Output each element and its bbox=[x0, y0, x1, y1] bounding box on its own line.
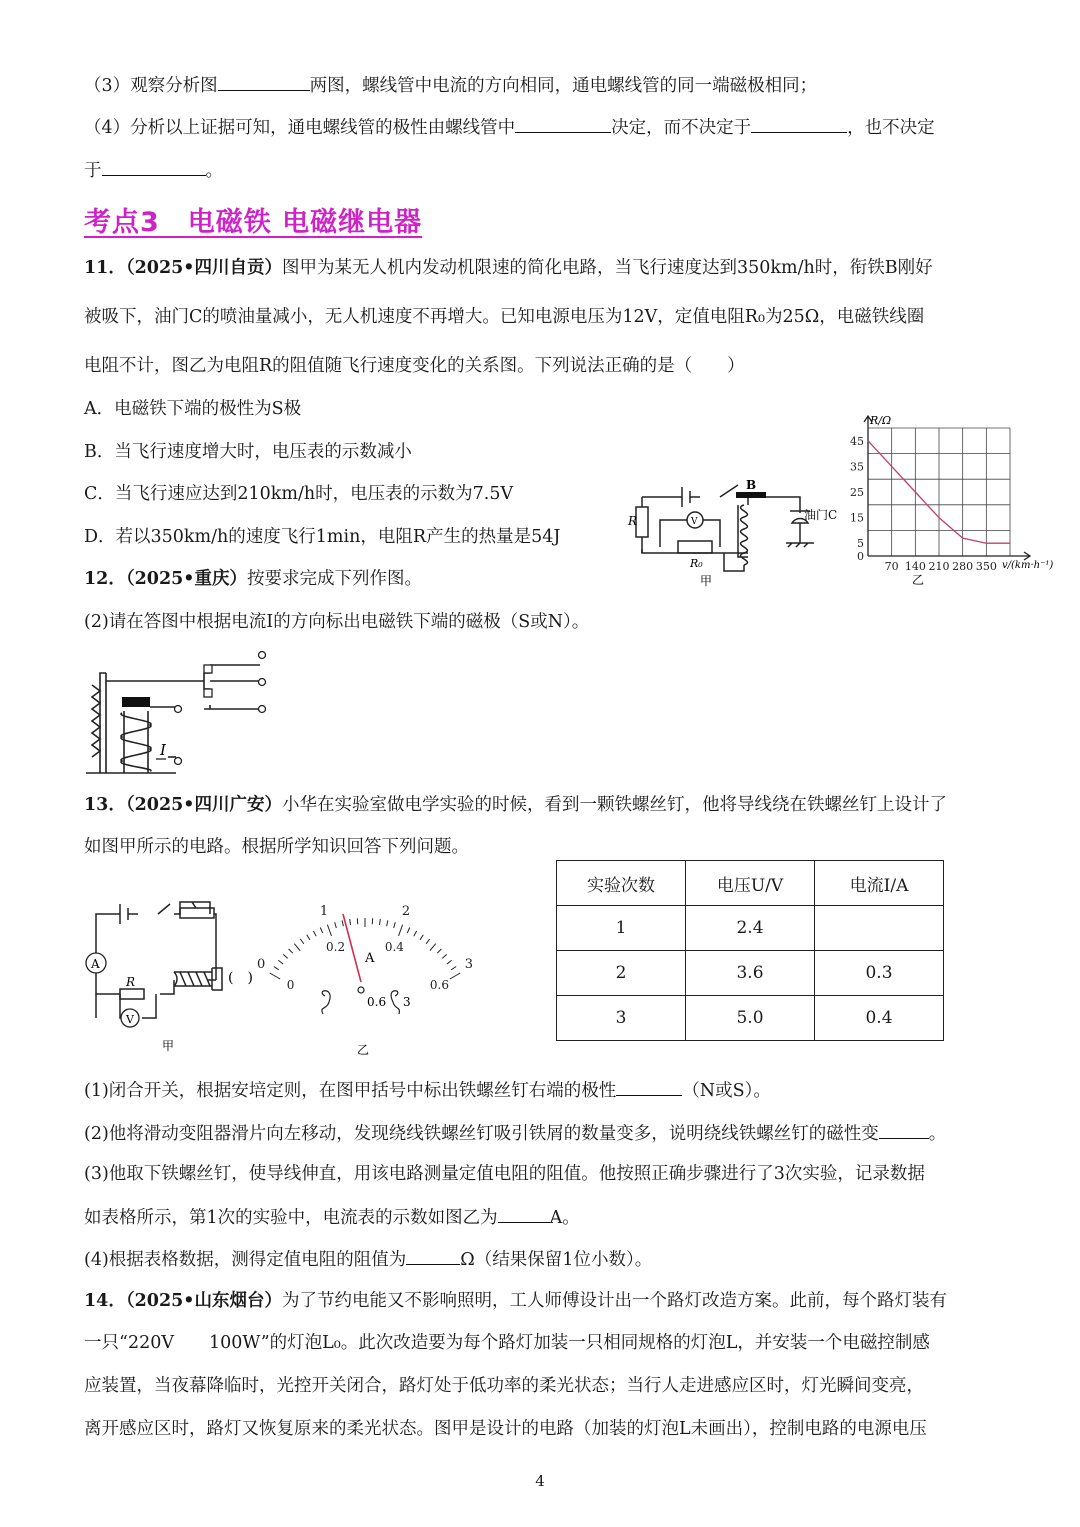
scale-bottom-label: 0.2 bbox=[326, 940, 346, 955]
answer-blank[interactable] bbox=[515, 114, 611, 133]
q11-r-v-chart bbox=[842, 408, 1052, 588]
resistor-r bbox=[120, 989, 144, 999]
dial-tick bbox=[414, 931, 417, 936]
terminal-3: 3 bbox=[403, 995, 411, 1009]
q13-data-table bbox=[556, 860, 944, 1041]
q13-circuit-diagram bbox=[82, 872, 282, 1052]
q14-line2: 一只“220V 100W”的灯泡L₀。此次改造要为每个路灯加装一只相同规格的灯泡L，并安装一个电磁控制感 bbox=[84, 1333, 930, 1353]
armature-lever bbox=[750, 497, 810, 513]
dial-tick bbox=[342, 920, 343, 926]
dial-tick bbox=[283, 954, 287, 958]
y-tick-label: 0 bbox=[857, 550, 864, 563]
table-header: 实验次数 bbox=[557, 861, 686, 906]
answer-blank[interactable] bbox=[616, 1077, 682, 1096]
dial-tick bbox=[426, 939, 430, 944]
scale-top-label: 1 bbox=[319, 904, 329, 920]
throttle-valve bbox=[786, 519, 814, 548]
dial-tick bbox=[379, 919, 380, 925]
dial-tick bbox=[300, 939, 304, 944]
q11-option-c[interactable]: C．当飞行速应达到210km/h时，电压表的示数为7.5V bbox=[84, 484, 514, 504]
svg-text:乙: 乙 bbox=[357, 1043, 370, 1057]
q13-part3-cont: 如表格所示，第1次的实验中，电流表的示数如图乙为 A。 bbox=[84, 1204, 580, 1230]
scale-bottom-label: 0.6 bbox=[429, 978, 450, 992]
scale-bottom-label: 0 bbox=[286, 978, 295, 992]
dial-tick bbox=[320, 928, 322, 933]
svg-text:油门C: 油门C bbox=[804, 508, 838, 522]
dial-tick bbox=[335, 922, 337, 928]
q11-option-a[interactable]: A．电磁铁下端的极性为S极 bbox=[84, 399, 302, 419]
q10-part4-cont: 于 。 bbox=[84, 157, 223, 183]
dial-tick bbox=[313, 931, 316, 936]
q14-line1: 14．（2025•山东烟台）为了节约电能又不影响照明，工人师傅设计出一个路灯改造方案。此前，每个路灯装有 bbox=[84, 1291, 947, 1311]
coil bbox=[121, 713, 151, 771]
dial-tick bbox=[289, 949, 293, 953]
spring bbox=[92, 685, 100, 757]
table-header: 电压U/V bbox=[686, 861, 815, 906]
chart-axes bbox=[864, 416, 1030, 560]
section-title: 考点3 电磁铁 电磁继电器 bbox=[84, 207, 423, 238]
scale-bottom-labels bbox=[287, 940, 449, 992]
dial-tick bbox=[447, 960, 452, 964]
wire-left bbox=[642, 497, 738, 553]
resistor-r0 bbox=[678, 541, 712, 553]
dial-tick bbox=[307, 935, 310, 940]
svg-text:V: V bbox=[126, 1013, 134, 1026]
dial-tick bbox=[278, 960, 283, 964]
q11-circuit-diagram bbox=[620, 475, 850, 590]
table-row: 1 2.4 bbox=[557, 906, 944, 951]
meter-unit: A bbox=[365, 951, 375, 966]
q13-part3: (3)他取下铁螺丝钉，使导线伸直，用该电路测量定值电阻的阻值。他按照正确步骤进行了3次实验，记录数据 bbox=[84, 1164, 925, 1184]
q11-option-d[interactable]: D．若以350km/h的速度飞行1min，电阻R产生的热量是54J bbox=[84, 527, 561, 547]
table-header-row bbox=[557, 861, 944, 906]
dial-tick bbox=[399, 925, 403, 936]
q13-line1: 13．（2025•四川广安）小华在实验室做电学实验的时候，看到一颗铁螺丝钉，他将导线绕在铁螺丝钉上设计了 bbox=[84, 795, 947, 815]
svg-text:V: V bbox=[691, 517, 698, 527]
y-tick-label: 45 bbox=[850, 434, 864, 448]
answer-blank[interactable] bbox=[879, 1120, 929, 1139]
iron-core bbox=[122, 697, 150, 707]
dial-tick bbox=[294, 944, 300, 951]
scale-top-label: 0 bbox=[256, 957, 266, 972]
x-axis-label: v/(km·h⁻¹) bbox=[1002, 560, 1054, 571]
fig-label: 乙 bbox=[912, 573, 925, 587]
svg-text:A: A bbox=[91, 957, 100, 971]
answer-blank[interactable] bbox=[218, 72, 310, 91]
answer-blank[interactable] bbox=[498, 1204, 550, 1223]
resistor-r bbox=[636, 507, 648, 537]
x-tick-label: 280 bbox=[952, 560, 974, 573]
x-tick-labels bbox=[885, 560, 997, 573]
x-tick-label: 350 bbox=[975, 560, 997, 573]
table-header: 电流I/A bbox=[815, 861, 944, 906]
dial-tick bbox=[451, 966, 456, 969]
dial-tick bbox=[437, 949, 441, 953]
dial-tick bbox=[350, 919, 351, 925]
axis-lines bbox=[868, 416, 1030, 556]
wire-top bbox=[642, 485, 748, 505]
q11-option-b[interactable]: B．当飞行速度增大时，电压表的示数减小 bbox=[84, 442, 412, 462]
q14-line4: 离开感应区时，路灯又恢复原来的柔光状态。图甲是设计的电路（加装的灯泡L未画出），控制电路的电源电压 bbox=[84, 1419, 927, 1439]
chart-grid bbox=[868, 428, 1010, 556]
svg-text:甲: 甲 bbox=[162, 1039, 175, 1053]
y-axis-label: R/Ω bbox=[870, 414, 892, 427]
answer-blank[interactable] bbox=[102, 157, 206, 176]
y-tick-label: 35 bbox=[850, 460, 864, 474]
coil bbox=[741, 505, 748, 565]
q13-part1: (1)闭合开关，根据安培定则，在图甲括号中标出铁螺丝钉右端的极性 （N或S）。 bbox=[84, 1077, 771, 1103]
q12-line1: 12．（2025•重庆）按要求完成下列作图。 bbox=[84, 569, 422, 589]
q10-part3: （3）观察分析图 两图，螺线管中电流的方向相同，通电螺线管的同一端磁极相同； bbox=[84, 72, 817, 98]
answer-blank[interactable] bbox=[751, 114, 847, 133]
q13-part4: (4)根据表格数据，测得定值电阻的阻值为 Ω（结果保留1位小数）。 bbox=[84, 1246, 652, 1272]
contact bbox=[180, 673, 210, 689]
x-tick-label: 70 bbox=[884, 560, 899, 573]
q11-line2: 被吸下，油门C的喷油量减小，无人机速度不再增大。已知电源电压为12V，定值电阻R₀为25Ω，电磁铁线圈 bbox=[84, 307, 925, 327]
meter-pointer bbox=[343, 914, 361, 982]
svg-text:R: R bbox=[628, 514, 638, 528]
answer-blank[interactable] bbox=[406, 1246, 460, 1265]
y-tick-labels bbox=[850, 435, 864, 563]
svg-text:R: R bbox=[126, 975, 136, 989]
dial-tick bbox=[394, 922, 396, 928]
scale-top-label: 2 bbox=[401, 904, 411, 920]
table-row: 3 5.0 0.4 bbox=[557, 996, 944, 1041]
table-row: 2 3.6 0.3 bbox=[557, 951, 944, 996]
svg-text:R₀: R₀ bbox=[690, 557, 703, 570]
terminal-06: 0.6 bbox=[367, 995, 387, 1009]
svg-text:甲: 甲 bbox=[700, 574, 713, 588]
armature-b bbox=[736, 492, 766, 498]
dial-tick bbox=[327, 925, 331, 936]
x-tick-label: 140 bbox=[904, 560, 926, 573]
dial-tick bbox=[430, 944, 436, 951]
dial-tick bbox=[274, 966, 279, 969]
y-tick-label: 15 bbox=[850, 511, 864, 525]
svg-text:( ): ( ) bbox=[228, 970, 253, 986]
dial-tick bbox=[442, 954, 446, 958]
q13-part2: (2)他将滑动变阻器滑片向左移动，发现绕线铁螺丝钉吸引铁屑的数量变多，说明绕线铁螺丝钉的磁性变 。 bbox=[84, 1120, 946, 1146]
q12-relay-diagram bbox=[84, 645, 284, 780]
wire-top bbox=[96, 902, 210, 954]
y-tick-label: 5 bbox=[857, 537, 864, 551]
dial-tick bbox=[420, 935, 423, 940]
dial-tick bbox=[387, 920, 388, 926]
q11-line1: 11．（2025•四川自贡）图甲为某无人机内发动机限速的简化电路，当飞行速度达到350km/h时，衔铁B刚好 bbox=[84, 258, 933, 278]
q13-line2: 如图甲所示的电路。根据所学知识回答下列问题。 bbox=[84, 837, 469, 857]
scale-top-label: 3 bbox=[464, 957, 474, 972]
q13-ammeter-dial bbox=[256, 878, 475, 1058]
svg-text:I: I bbox=[160, 741, 166, 759]
dial-tick bbox=[450, 973, 460, 979]
q14-line3: 应装置，当夜幕降临时，光控开关闭合，路灯处于低功率的柔光状态；当行人走进感应区时，灯光瞬间变亮， bbox=[84, 1376, 924, 1396]
q10-part4: （4）分析以上证据可知，通电螺线管的极性由螺线管中 决定，而不决定于 ，也不决定 bbox=[84, 114, 935, 140]
page-number: 4 bbox=[535, 1472, 545, 1490]
y-tick-label: 25 bbox=[850, 486, 864, 499]
q12-line2: (2)请在答图中根据电流I的方向标出电磁铁下端的磁极（S或N）。 bbox=[84, 612, 590, 632]
scale-bottom-label: 0.4 bbox=[384, 940, 404, 955]
x-tick-label: 210 bbox=[928, 560, 950, 573]
svg-text:B: B bbox=[746, 478, 757, 492]
dial-tick bbox=[407, 928, 409, 933]
q11-line3: 电阻不计，图乙为电阻R的阻值随飞行速度变化的关系图。下列说法正确的是（ ） bbox=[84, 356, 745, 376]
